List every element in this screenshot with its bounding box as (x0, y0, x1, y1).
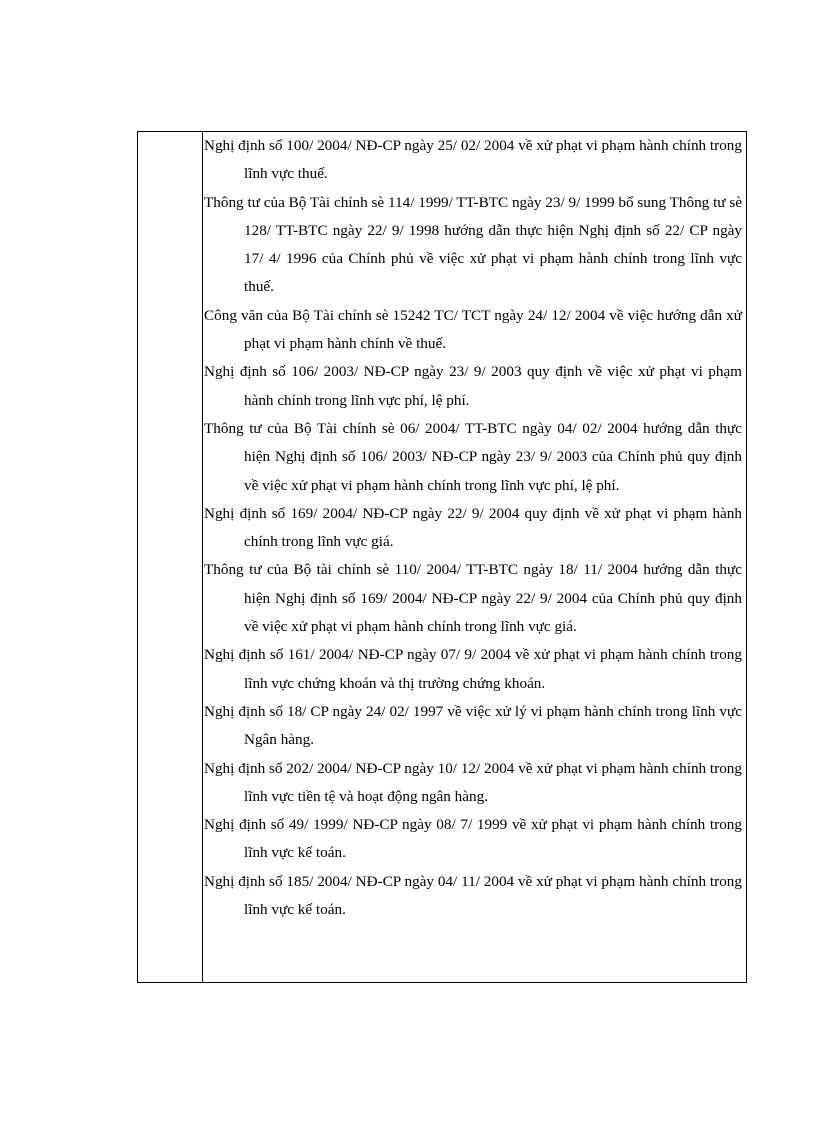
list-item: Nghị định số 106/ 2003/ NĐ-CP ngày 23/ 9/ 2003 quy định về việc xử phạt vi phạm hành chính trong lĩnh vực phí, lệ phí. (204, 363, 742, 409)
document-table (137, 131, 747, 983)
list-item: Nghị định số 161/ 2004/ NĐ-CP ngày 07/ 9/ 2004 về xử phạt vi phạm hành chính trong lĩnh vực chứng khoán và thị trường chứng khoán. (204, 646, 742, 692)
list-item: Nghị định số 202/ 2004/ NĐ-CP ngày 10/ 12/ 2004 về xử phạt vi phạm hành chính trong lĩnh vực tiền tệ và hoạt động ngân hàng. (204, 759, 742, 805)
list-item: Nghị định số 185/ 2004/ NĐ-CP ngày 04/ 11/ 2004 về xử phạt vi phạm hành chính trong lĩnh vực kế toán. (204, 872, 742, 919)
list-item: Nghị định số 100/ 2004/ NĐ-CP ngày 25/ 02/ 2004 về xử phạt vi phạm hành chính trong lĩnh vực thuế. (204, 137, 742, 183)
list-item: Công văn của Bộ Tài chính sè 15242 TC/ TCT ngày 24/ 12/ 2004 về việc hướng dẫn xử phạt vi phạm hành chính về thuế. (204, 306, 742, 353)
list-item: Nghị định số 18/ CP ngày 24/ 02/ 1997 về việc xử lý vi phạm hành chính trong lĩnh vực Ngân hàng. (204, 702, 742, 749)
column-divider (202, 132, 203, 982)
list-item: Nghị định số 49/ 1999/ NĐ-CP ngày 08/ 7/ 1999 về xử phạt vi phạm hành chính trong lĩnh vực kế toán. (204, 816, 742, 862)
list-item: Nghị định số 169/ 2004/ NĐ-CP ngày 22/ 9/ 2004 quy định về xử phạt vi phạm hành chính trong lĩnh vực giá. (204, 504, 742, 551)
list-item: Thông tư của Bộ Tài chính sè 06/ 2004/ TT-BTC ngày 04/ 02/ 2004 hướng dẫn thực hiện Nghị định số 106/ 2003/ NĐ-CP ngày 23/ 9/ 2003 của Chính phủ quy định về việc xử phạt vi phạm hành chính trong lĩnh vực phí, lệ phí. (204, 419, 742, 494)
legal-document-list (204, 132, 742, 924)
list-item: Thông tư của Bộ Tài chính sè 114/ 1999/ TT-BTC ngày 23/ 9/ 1999 bổ sung Thông tư sè 128/ TT-BTC ngày 22/ 9/ 1998 hướng dẫn thực hiện Nghị định số 22/ CP ngày 17/ 4/ 1996 của Chính phủ về việc xử phạt vi phạm hành chính trong lĩnh vực thuế. (204, 193, 742, 296)
list-item: Thông tư của Bộ tài chính sè 110/ 2004/ TT-BTC ngày 18/ 11/ 2004 hướng dẫn thực hiện Nghị định số 169/ 2004/ NĐ-CP ngày 22/ 9/ 2004 của Chính phủ quy định về việc xử phạt vi phạm hành chính trong lĩnh vực giá. (204, 561, 742, 636)
